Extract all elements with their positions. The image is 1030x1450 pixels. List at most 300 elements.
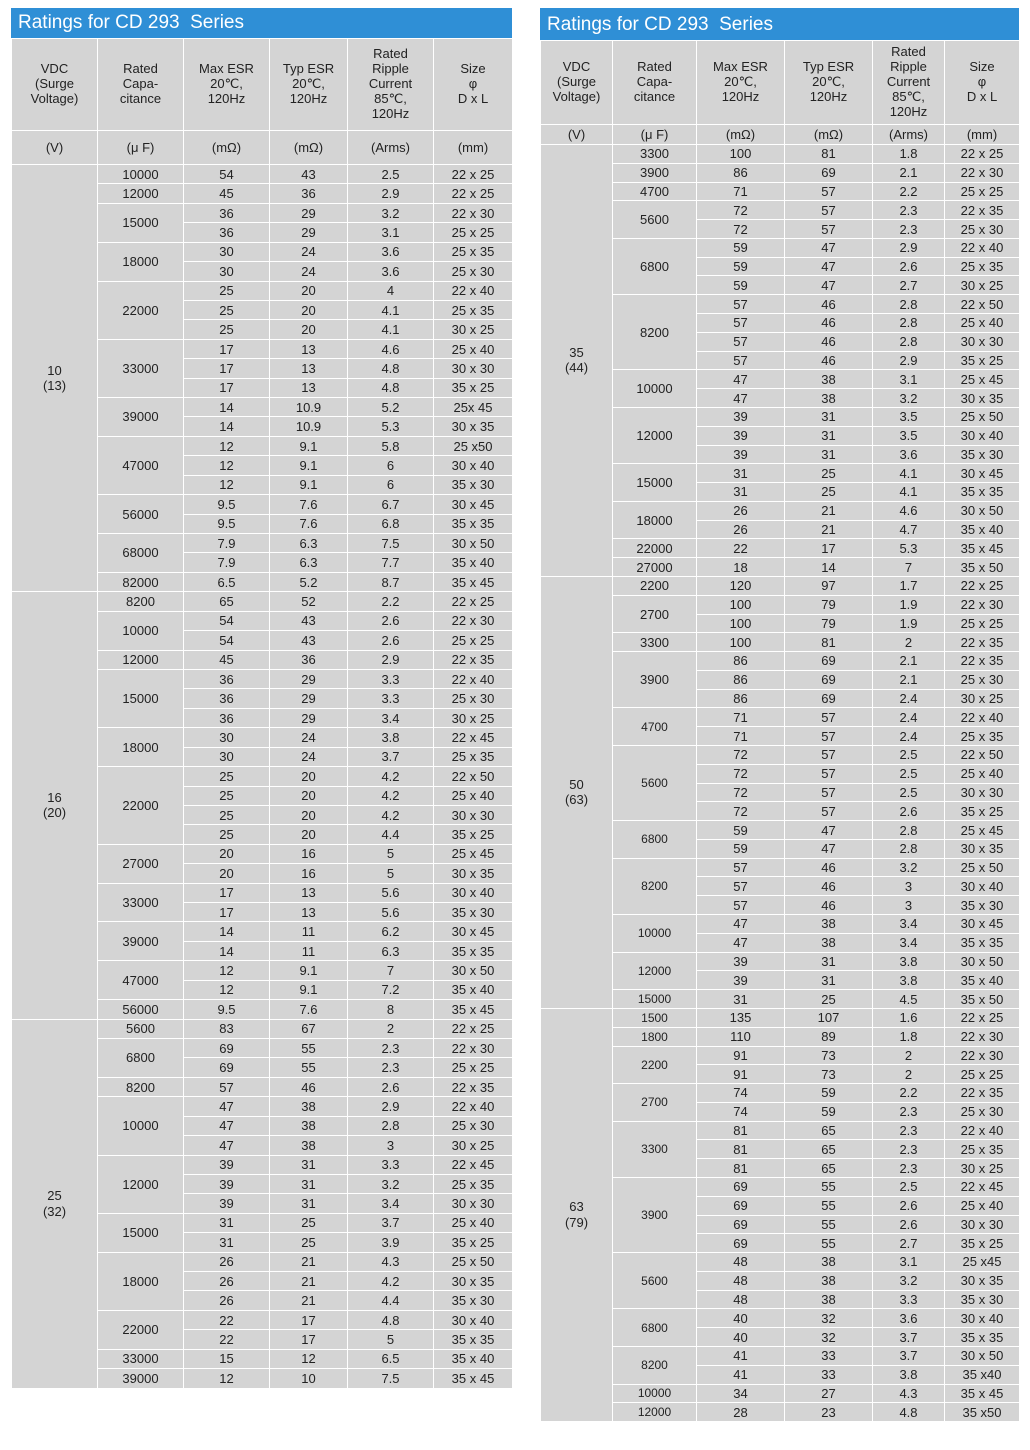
max-esr-cell: 48 (697, 1290, 785, 1309)
typ-esr-cell: 11 (270, 941, 348, 960)
typ-esr-cell: 29 (270, 708, 348, 727)
typ-esr-cell: 14 (785, 558, 873, 577)
typ-esr-cell: 13 (270, 883, 348, 902)
ripple-current-cell: 3.7 (873, 1328, 945, 1347)
max-esr-cell: 69 (697, 1234, 785, 1253)
size-cell: 35 x 30 (945, 1290, 1020, 1309)
right-header-cell: Size φ D x L (945, 41, 1020, 125)
typ-esr-cell: 10.9 (270, 398, 348, 417)
typ-esr-cell: 13 (270, 378, 348, 397)
size-cell: 35 x 25 (945, 1234, 1020, 1253)
capacitance-cell: 10000 (98, 1097, 184, 1155)
max-esr-cell: 31 (697, 483, 785, 502)
typ-esr-cell: 47 (785, 821, 873, 840)
typ-esr-cell: 10.9 (270, 417, 348, 436)
typ-esr-cell: 55 (785, 1234, 873, 1253)
size-cell: 25 x 30 (434, 262, 513, 281)
ripple-current-cell: 2.8 (873, 839, 945, 858)
max-esr-cell: 39 (697, 971, 785, 990)
max-esr-cell: 47 (697, 370, 785, 389)
table-row (541, 952, 1020, 971)
table-row (541, 182, 1020, 201)
typ-esr-cell: 57 (785, 182, 873, 201)
right-unit-cell: (mm) (945, 125, 1020, 145)
table-row (541, 915, 1020, 934)
ripple-current-cell: 2.8 (348, 1116, 434, 1135)
capacitance-cell: 56000 (98, 1000, 184, 1019)
size-cell: 35 x 35 (945, 483, 1020, 502)
capacitance-cell: 27000 (613, 558, 697, 577)
typ-esr-cell: 27 (785, 1384, 873, 1403)
ripple-current-cell: 3.3 (873, 1290, 945, 1309)
ripple-current-cell: 4.4 (348, 1291, 434, 1310)
max-esr-cell: 57 (697, 351, 785, 370)
ripple-current-cell: 3.3 (348, 1155, 434, 1174)
size-cell: 25 x 40 (434, 339, 513, 358)
typ-esr-cell: 24 (270, 747, 348, 766)
typ-esr-cell: 9.1 (270, 456, 348, 475)
max-esr-cell: 47 (697, 915, 785, 934)
typ-esr-cell: 29 (270, 669, 348, 688)
max-esr-cell: 25 (184, 300, 270, 319)
capacitance-cell: 2700 (613, 1084, 697, 1122)
size-cell: 35 x 45 (945, 539, 1020, 558)
max-esr-cell: 86 (697, 670, 785, 689)
ripple-current-cell: 2.5 (873, 1177, 945, 1196)
capacitance-cell: 39000 (98, 922, 184, 961)
left-ratings-table (11, 38, 513, 1389)
voltage-group-cell: 50 (63) (541, 576, 613, 1008)
left-header-cell: Typ ESR 20℃, 120Hz (270, 39, 348, 131)
ripple-current-cell: 4.6 (348, 339, 434, 358)
size-cell: 25 x 25 (945, 182, 1020, 201)
size-cell: 22 x 25 (434, 1019, 513, 1038)
capacitance-cell: 10000 (613, 1384, 697, 1403)
capacitance-cell: 33000 (98, 339, 184, 397)
capacitance-cell: 3300 (613, 633, 697, 652)
typ-esr-cell: 10 (270, 1369, 348, 1388)
ripple-current-cell: 3.7 (873, 1347, 945, 1366)
max-esr-cell: 25 (184, 805, 270, 824)
ripple-current-cell: 2.2 (873, 182, 945, 201)
ripple-current-cell: 3.8 (873, 952, 945, 971)
size-cell: 35 x 40 (945, 520, 1020, 539)
max-esr-cell: 36 (184, 669, 270, 688)
table-row (541, 858, 1020, 877)
size-cell: 22 x 25 (945, 576, 1020, 595)
ripple-current-cell: 3.2 (348, 203, 434, 222)
ripple-current-cell: 6.5 (348, 1349, 434, 1368)
typ-esr-cell: 69 (785, 670, 873, 689)
size-cell: 30 x 40 (434, 456, 513, 475)
max-esr-cell: 57 (697, 896, 785, 915)
max-esr-cell: 30 (184, 242, 270, 261)
capacitance-cell: 33000 (98, 1349, 184, 1368)
typ-esr-cell: 73 (785, 1046, 873, 1065)
typ-esr-cell: 13 (270, 359, 348, 378)
max-esr-cell: 69 (184, 1058, 270, 1077)
max-esr-cell: 100 (697, 614, 785, 633)
capacitance-cell: 18000 (98, 728, 184, 767)
capacitance-cell: 15000 (613, 464, 697, 502)
typ-esr-cell: 9.1 (270, 980, 348, 999)
ripple-current-cell: 3.8 (873, 971, 945, 990)
typ-esr-cell: 31 (785, 426, 873, 445)
right-header-cell: VDC (Surge Voltage) (541, 41, 613, 125)
voltage-group-cell: 25 (32) (12, 1019, 98, 1388)
size-cell: 30 x 40 (945, 877, 1020, 896)
typ-esr-cell: 20 (270, 786, 348, 805)
max-esr-cell: 41 (697, 1365, 785, 1384)
size-cell: 25 x 35 (434, 1174, 513, 1193)
typ-esr-cell: 38 (270, 1116, 348, 1135)
ripple-current-cell: 2.2 (348, 592, 434, 611)
typ-esr-cell: 20 (270, 767, 348, 786)
size-cell: 22 x 40 (434, 1097, 513, 1116)
size-cell: 22 x 40 (434, 669, 513, 688)
table-row (541, 201, 1020, 220)
typ-esr-cell: 5.2 (270, 572, 348, 591)
typ-esr-cell: 43 (270, 611, 348, 630)
max-esr-cell: 20 (184, 844, 270, 863)
ripple-current-cell: 2.3 (348, 1058, 434, 1077)
typ-esr-cell: 7.6 (270, 1000, 348, 1019)
ripple-current-cell: 2.1 (873, 652, 945, 671)
size-cell: 25 x 45 (945, 821, 1020, 840)
typ-esr-cell: 24 (270, 242, 348, 261)
max-esr-cell: 57 (697, 295, 785, 314)
size-cell: 25 x 25 (945, 614, 1020, 633)
max-esr-cell: 71 (697, 708, 785, 727)
max-esr-cell: 72 (697, 746, 785, 765)
max-esr-cell: 39 (697, 445, 785, 464)
typ-esr-cell: 21 (785, 501, 873, 520)
right-header-cell: Rated Capa- citance (613, 41, 697, 125)
size-cell: 30 x 40 (434, 1310, 513, 1329)
typ-esr-cell: 9.1 (270, 436, 348, 455)
size-cell: 30 x 35 (945, 839, 1020, 858)
ripple-current-cell: 3.7 (348, 747, 434, 766)
size-cell: 35 x 25 (945, 351, 1020, 370)
size-cell: 35 x 45 (434, 1369, 513, 1388)
table-row (541, 464, 1020, 483)
max-esr-cell: 25 (184, 320, 270, 339)
size-cell: 22 x 45 (434, 1155, 513, 1174)
max-esr-cell: 71 (697, 182, 785, 201)
capacitance-cell: 15000 (613, 990, 697, 1009)
size-cell: 30 x 35 (434, 864, 513, 883)
capacitance-cell: 56000 (98, 495, 184, 534)
max-esr-cell: 30 (184, 262, 270, 281)
max-esr-cell: 17 (184, 339, 270, 358)
ripple-current-cell: 6.3 (348, 941, 434, 960)
typ-esr-cell: 24 (270, 728, 348, 747)
ripple-current-cell: 2.3 (873, 1121, 945, 1140)
capacitance-cell: 18000 (98, 1252, 184, 1310)
size-cell: 25 x 40 (945, 764, 1020, 783)
max-esr-cell: 18 (697, 558, 785, 577)
ripple-current-cell: 2.8 (873, 314, 945, 333)
typ-esr-cell: 25 (785, 990, 873, 1009)
capacitance-cell: 22000 (98, 281, 184, 339)
max-esr-cell: 12 (184, 961, 270, 980)
size-cell: 30 x 35 (945, 1271, 1020, 1290)
size-cell: 35 x 45 (434, 1000, 513, 1019)
max-esr-cell: 26 (184, 1272, 270, 1291)
size-cell: 30 x 35 (434, 417, 513, 436)
ripple-current-cell: 3 (873, 877, 945, 896)
max-esr-cell: 45 (184, 650, 270, 669)
size-cell: 22 x 50 (945, 746, 1020, 765)
max-esr-cell: 69 (697, 1177, 785, 1196)
left-header-cell: Rated Capa- citance (98, 39, 184, 131)
typ-esr-cell: 46 (785, 332, 873, 351)
typ-esr-cell: 55 (270, 1058, 348, 1077)
typ-esr-cell: 46 (785, 858, 873, 877)
typ-esr-cell: 81 (785, 633, 873, 652)
ripple-current-cell: 4.5 (873, 990, 945, 1009)
max-esr-cell: 86 (697, 689, 785, 708)
size-cell: 22 x 40 (434, 281, 513, 300)
ripple-current-cell: 3.2 (873, 858, 945, 877)
max-esr-cell: 100 (697, 595, 785, 614)
max-esr-cell: 110 (697, 1027, 785, 1046)
size-cell: 25 x 30 (945, 1102, 1020, 1121)
capacitance-cell: 5600 (98, 1019, 184, 1038)
ripple-current-cell: 2.9 (873, 351, 945, 370)
max-esr-cell: 17 (184, 359, 270, 378)
max-esr-cell: 100 (697, 145, 785, 164)
typ-esr-cell: 31 (785, 971, 873, 990)
max-esr-cell: 30 (184, 747, 270, 766)
ripple-current-cell: 3.3 (348, 689, 434, 708)
max-esr-cell: 91 (697, 1065, 785, 1084)
size-cell: 35 x 40 (434, 553, 513, 572)
max-esr-cell: 36 (184, 689, 270, 708)
max-esr-cell: 31 (697, 990, 785, 1009)
ripple-current-cell: 5.3 (348, 417, 434, 436)
size-cell: 35 x 40 (945, 971, 1020, 990)
right-ratings-panel (540, 8, 1019, 1422)
typ-esr-cell: 73 (785, 1065, 873, 1084)
table-row (541, 1046, 1020, 1065)
max-esr-cell: 39 (697, 407, 785, 426)
typ-esr-cell: 107 (785, 1008, 873, 1027)
size-cell: 22 x 50 (434, 767, 513, 786)
ripple-current-cell: 5.6 (348, 883, 434, 902)
typ-esr-cell: 46 (785, 314, 873, 333)
size-cell: 35 x 50 (945, 558, 1020, 577)
capacitance-cell: 1800 (613, 1027, 697, 1046)
table-row (12, 592, 513, 611)
typ-esr-cell: 46 (270, 1077, 348, 1096)
voltage-group-cell: 35 (44) (541, 145, 613, 577)
size-cell: 22 x 40 (945, 1121, 1020, 1140)
capacitance-cell: 22000 (98, 767, 184, 845)
table-row (541, 1403, 1020, 1422)
table-row (541, 539, 1020, 558)
size-cell: 30 x 45 (434, 922, 513, 941)
table-row (541, 558, 1020, 577)
capacitance-cell: 8200 (98, 1077, 184, 1096)
max-esr-cell: 25 (184, 786, 270, 805)
size-cell: 30 x 30 (434, 1194, 513, 1213)
ripple-current-cell: 2.1 (873, 670, 945, 689)
max-esr-cell: 59 (697, 821, 785, 840)
size-cell: 22 x 35 (945, 652, 1020, 671)
typ-esr-cell: 20 (270, 281, 348, 300)
capacitance-cell: 2700 (613, 595, 697, 633)
capacitance-cell: 2200 (613, 1046, 697, 1084)
typ-esr-cell: 6.3 (270, 553, 348, 572)
max-esr-cell: 31 (184, 1213, 270, 1232)
capacitance-cell: 68000 (98, 534, 184, 573)
max-esr-cell: 22 (184, 1330, 270, 1349)
ripple-current-cell: 3.5 (873, 407, 945, 426)
size-cell: 25 x 50 (945, 407, 1020, 426)
max-esr-cell: 74 (697, 1084, 785, 1103)
size-cell: 35 x50 (945, 1403, 1020, 1422)
ripple-current-cell: 2.6 (873, 1215, 945, 1234)
typ-esr-cell: 69 (785, 689, 873, 708)
typ-esr-cell: 6.3 (270, 534, 348, 553)
left-table-body (12, 165, 513, 1389)
typ-esr-cell: 81 (785, 145, 873, 164)
typ-esr-cell: 89 (785, 1027, 873, 1046)
ripple-current-cell: 1.9 (873, 595, 945, 614)
typ-esr-cell: 13 (270, 903, 348, 922)
max-esr-cell: 72 (697, 802, 785, 821)
ripple-current-cell: 4.2 (348, 805, 434, 824)
ripple-current-cell: 5 (348, 1330, 434, 1349)
max-esr-cell: 65 (184, 592, 270, 611)
capacitance-cell: 10000 (613, 915, 697, 953)
table-row (541, 370, 1020, 389)
ripple-current-cell: 2.5 (873, 746, 945, 765)
ripple-current-cell: 2.3 (873, 220, 945, 239)
typ-esr-cell: 31 (785, 407, 873, 426)
typ-esr-cell: 55 (785, 1215, 873, 1234)
typ-esr-cell: 21 (785, 520, 873, 539)
size-cell: 25 x 40 (945, 314, 1020, 333)
typ-esr-cell: 47 (785, 276, 873, 295)
typ-esr-cell: 7.6 (270, 495, 348, 514)
capacitance-cell: 12000 (98, 650, 184, 669)
table-row (541, 238, 1020, 257)
voltage-group-cell: 10 (13) (12, 165, 98, 592)
size-cell: 30 x 45 (945, 915, 1020, 934)
max-esr-cell: 86 (697, 163, 785, 182)
table-row (12, 165, 513, 184)
ripple-current-cell: 6 (348, 475, 434, 494)
typ-esr-cell: 55 (270, 1038, 348, 1057)
ripple-current-cell: 2.9 (348, 650, 434, 669)
ripple-current-cell: 2.9 (348, 1097, 434, 1116)
size-cell: 25 x50 (434, 436, 513, 455)
ripple-current-cell: 3.4 (348, 708, 434, 727)
size-cell: 30 x 30 (434, 805, 513, 824)
table-row (541, 708, 1020, 727)
right-header-cell: Rated Ripple Current 85℃, 120Hz (873, 41, 945, 125)
max-esr-cell: 22 (184, 1310, 270, 1329)
max-esr-cell: 17 (184, 903, 270, 922)
table-row (541, 1084, 1020, 1103)
table-row (541, 576, 1020, 595)
ripple-current-cell: 3 (348, 1136, 434, 1155)
size-cell: 30 x 25 (434, 708, 513, 727)
max-esr-cell: 59 (697, 839, 785, 858)
size-cell: 35 x 45 (434, 572, 513, 591)
ripple-current-cell: 2.5 (873, 783, 945, 802)
max-esr-cell: 12 (184, 980, 270, 999)
max-esr-cell: 9.5 (184, 495, 270, 514)
size-cell: 25 x 25 (434, 223, 513, 242)
capacitance-cell: 39000 (98, 1369, 184, 1388)
typ-esr-cell: 38 (785, 370, 873, 389)
ripple-current-cell: 2.3 (348, 1038, 434, 1057)
size-cell: 35 x 35 (945, 1328, 1020, 1347)
right-ratings-table (540, 40, 1020, 1422)
right-table-body (541, 145, 1020, 1422)
max-esr-cell: 54 (184, 165, 270, 184)
size-cell: 35 x 50 (945, 990, 1020, 1009)
table-row (541, 633, 1020, 652)
size-cell: 30 x 30 (945, 783, 1020, 802)
ripple-current-cell: 8.7 (348, 572, 434, 591)
ripple-current-cell: 3.4 (873, 915, 945, 934)
ripple-current-cell: 4 (348, 281, 434, 300)
capacitance-cell: 15000 (98, 203, 184, 242)
size-cell: 22 x 45 (945, 1177, 1020, 1196)
ripple-current-cell: 5.2 (348, 398, 434, 417)
right-header-cell: Typ ESR 20℃, 120Hz (785, 41, 873, 125)
capacitance-cell: 1500 (613, 1008, 697, 1027)
max-esr-cell: 57 (697, 877, 785, 896)
typ-esr-cell: 46 (785, 351, 873, 370)
capacitance-cell: 12000 (98, 1155, 184, 1213)
size-cell: 22 x 40 (945, 238, 1020, 257)
size-cell: 35 x 25 (945, 802, 1020, 821)
size-cell: 35 x 35 (434, 514, 513, 533)
max-esr-cell: 14 (184, 941, 270, 960)
ripple-current-cell: 4.2 (348, 1272, 434, 1291)
ripple-current-cell: 3.1 (348, 223, 434, 242)
capacitance-cell: 8200 (613, 858, 697, 914)
capacitance-cell: 22000 (98, 1310, 184, 1349)
size-cell: 30 x 25 (434, 320, 513, 339)
size-cell: 35 x 35 (434, 941, 513, 960)
size-cell: 22 x 50 (945, 295, 1020, 314)
max-esr-cell: 7.9 (184, 553, 270, 572)
capacitance-cell: 10000 (98, 611, 184, 650)
typ-esr-cell: 38 (785, 915, 873, 934)
typ-esr-cell: 65 (785, 1159, 873, 1178)
max-esr-cell: 135 (697, 1008, 785, 1027)
size-cell: 22 x 25 (945, 1008, 1020, 1027)
typ-esr-cell: 21 (270, 1291, 348, 1310)
typ-esr-cell: 29 (270, 689, 348, 708)
typ-esr-cell: 57 (785, 727, 873, 746)
typ-esr-cell: 16 (270, 844, 348, 863)
max-esr-cell: 100 (697, 633, 785, 652)
typ-esr-cell: 25 (785, 464, 873, 483)
size-cell: 30 x 40 (434, 883, 513, 902)
max-esr-cell: 17 (184, 378, 270, 397)
size-cell: 30 x 45 (434, 495, 513, 514)
size-cell: 22 x 25 (434, 165, 513, 184)
capacitance-cell: 4700 (613, 708, 697, 746)
table-row (541, 1008, 1020, 1027)
